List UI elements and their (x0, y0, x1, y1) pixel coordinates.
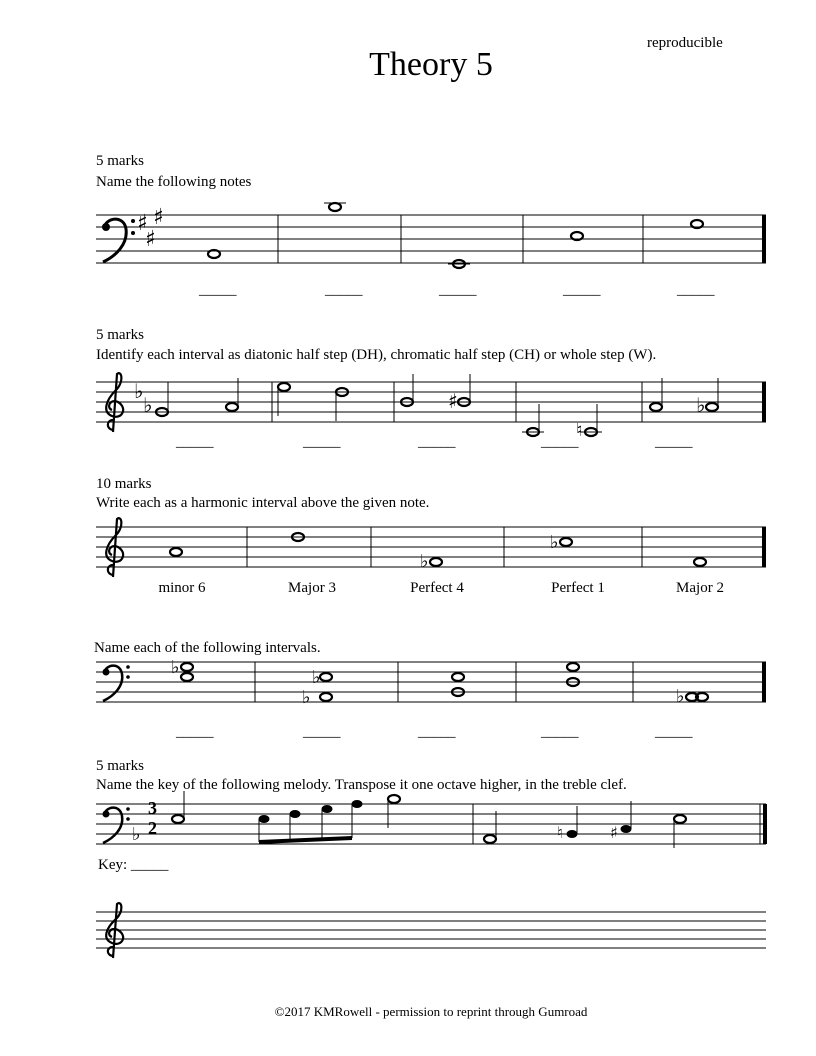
bass-clef-icon (103, 665, 130, 701)
treble-clef-icon (106, 903, 123, 958)
answer-blank[interactable]: _____ (541, 724, 579, 740)
note-pair-3 (401, 374, 470, 413)
staff-lines (96, 382, 766, 422)
section-5-melody-staff (0, 794, 816, 856)
reproducible-note: reproducible (647, 35, 723, 51)
page-title: Theory 5 (369, 46, 493, 83)
note-2 (324, 203, 346, 211)
section-5-instruction: Name the key of the following melody. Transpose it one octave higher, in the treble clef. (96, 777, 627, 793)
transposition-staff[interactable] (0, 900, 816, 962)
section-3-marks: 10 marks (96, 476, 152, 492)
flat-icon: ♭ (143, 393, 153, 417)
answer-blank[interactable]: _____ (199, 282, 237, 298)
section-3-instruction: Write each as a harmonic interval above the given note. (96, 495, 430, 511)
interval-3 (452, 673, 464, 696)
melody-note (484, 811, 496, 843)
key-signature-sharps (137, 205, 164, 252)
section-2-marks: 5 marks (96, 327, 144, 343)
interval-label: Perfect 4 (410, 580, 464, 596)
section-2-staff (0, 370, 816, 440)
given-note-1 (170, 548, 182, 556)
answer-blank[interactable]: _____ (655, 434, 693, 450)
given-note-4 (550, 532, 572, 553)
sharp-icon: ♯ (145, 227, 156, 252)
natural-icon: ♮ (557, 823, 563, 842)
interval-label: minor 6 (158, 580, 206, 596)
section-1-marks: 5 marks (96, 153, 144, 169)
answer-blank[interactable]: _____ (325, 282, 363, 298)
staff-lines (96, 804, 766, 844)
sharp-icon: ♯ (137, 211, 148, 236)
answer-blank[interactable]: _____ (677, 282, 715, 298)
section-4-instruction: Name each of the following intervals. (94, 640, 321, 656)
answer-blank[interactable]: _____ (655, 724, 693, 740)
melody-note (610, 801, 632, 842)
interval-4 (567, 663, 579, 686)
melody-eighth-group (259, 800, 363, 842)
answer-blank[interactable]: _____ (418, 434, 456, 450)
key-signature-flats (134, 379, 152, 417)
flat-icon: ♭ (676, 686, 685, 707)
flat-icon: ♭ (171, 657, 180, 678)
answer-blank[interactable]: _____ (541, 434, 579, 450)
section-3-staff (0, 515, 816, 585)
sharp-icon: ♯ (610, 823, 618, 842)
sharp-icon: ♯ (153, 205, 164, 230)
time-signature (148, 798, 157, 838)
note-3 (448, 260, 470, 268)
flat-icon: ♭ (696, 393, 706, 417)
answer-blank[interactable]: _____ (563, 282, 601, 298)
flat-icon: ♭ (134, 379, 144, 403)
section-4-staff (0, 650, 816, 720)
staff-lines (96, 912, 766, 948)
answer-blank[interactable]: _____ (176, 724, 214, 740)
natural-icon: ♮ (576, 420, 583, 441)
time-signature-top: 3 (148, 798, 157, 818)
staff-lines (96, 215, 766, 263)
flat-icon: ♭ (420, 551, 429, 572)
staff-lines (96, 662, 766, 702)
interval-1 (171, 657, 193, 681)
melody-note (172, 791, 184, 823)
section-5-marks: 5 marks (96, 758, 144, 774)
given-note-5 (694, 558, 706, 566)
interval-5 (676, 686, 708, 707)
note-pair-5 (650, 378, 718, 417)
flat-icon: ♭ (302, 687, 311, 708)
bass-clef-icon (102, 219, 135, 262)
answer-blank[interactable]: _____ (303, 434, 341, 450)
sharp-icon: ♯ (448, 389, 458, 413)
given-note-3 (420, 551, 442, 572)
melody-note (674, 815, 686, 848)
section-1-staff (0, 190, 816, 280)
interval-label: Major 2 (676, 580, 724, 596)
section-1-instruction: Name the following notes (96, 174, 252, 190)
key-prompt[interactable]: Key: _____ (98, 857, 169, 873)
answer-blank[interactable]: _____ (303, 724, 341, 740)
answer-blank[interactable]: _____ (418, 724, 456, 740)
time-signature-bottom: 2 (148, 818, 157, 838)
interval-label: Major 3 (288, 580, 336, 596)
flat-icon: ♭ (550, 532, 559, 553)
copyright-footer: ©2017 KMRowell - permission to reprint through Gumroad (274, 1004, 588, 1019)
bass-clef-icon (103, 807, 130, 843)
flat-icon: ♭ (132, 824, 141, 845)
note-pair-1 (156, 378, 238, 416)
section-2-instruction: Identify each interval as diatonic half step (DH), chromatic half step (CH) or whole step (W). (96, 347, 657, 363)
interval-label: Perfect 1 (551, 580, 605, 596)
flat-icon: ♭ (312, 667, 321, 688)
answer-blank[interactable]: _____ (176, 434, 214, 450)
answer-blank[interactable]: _____ (439, 282, 477, 298)
melody-note (388, 795, 400, 828)
